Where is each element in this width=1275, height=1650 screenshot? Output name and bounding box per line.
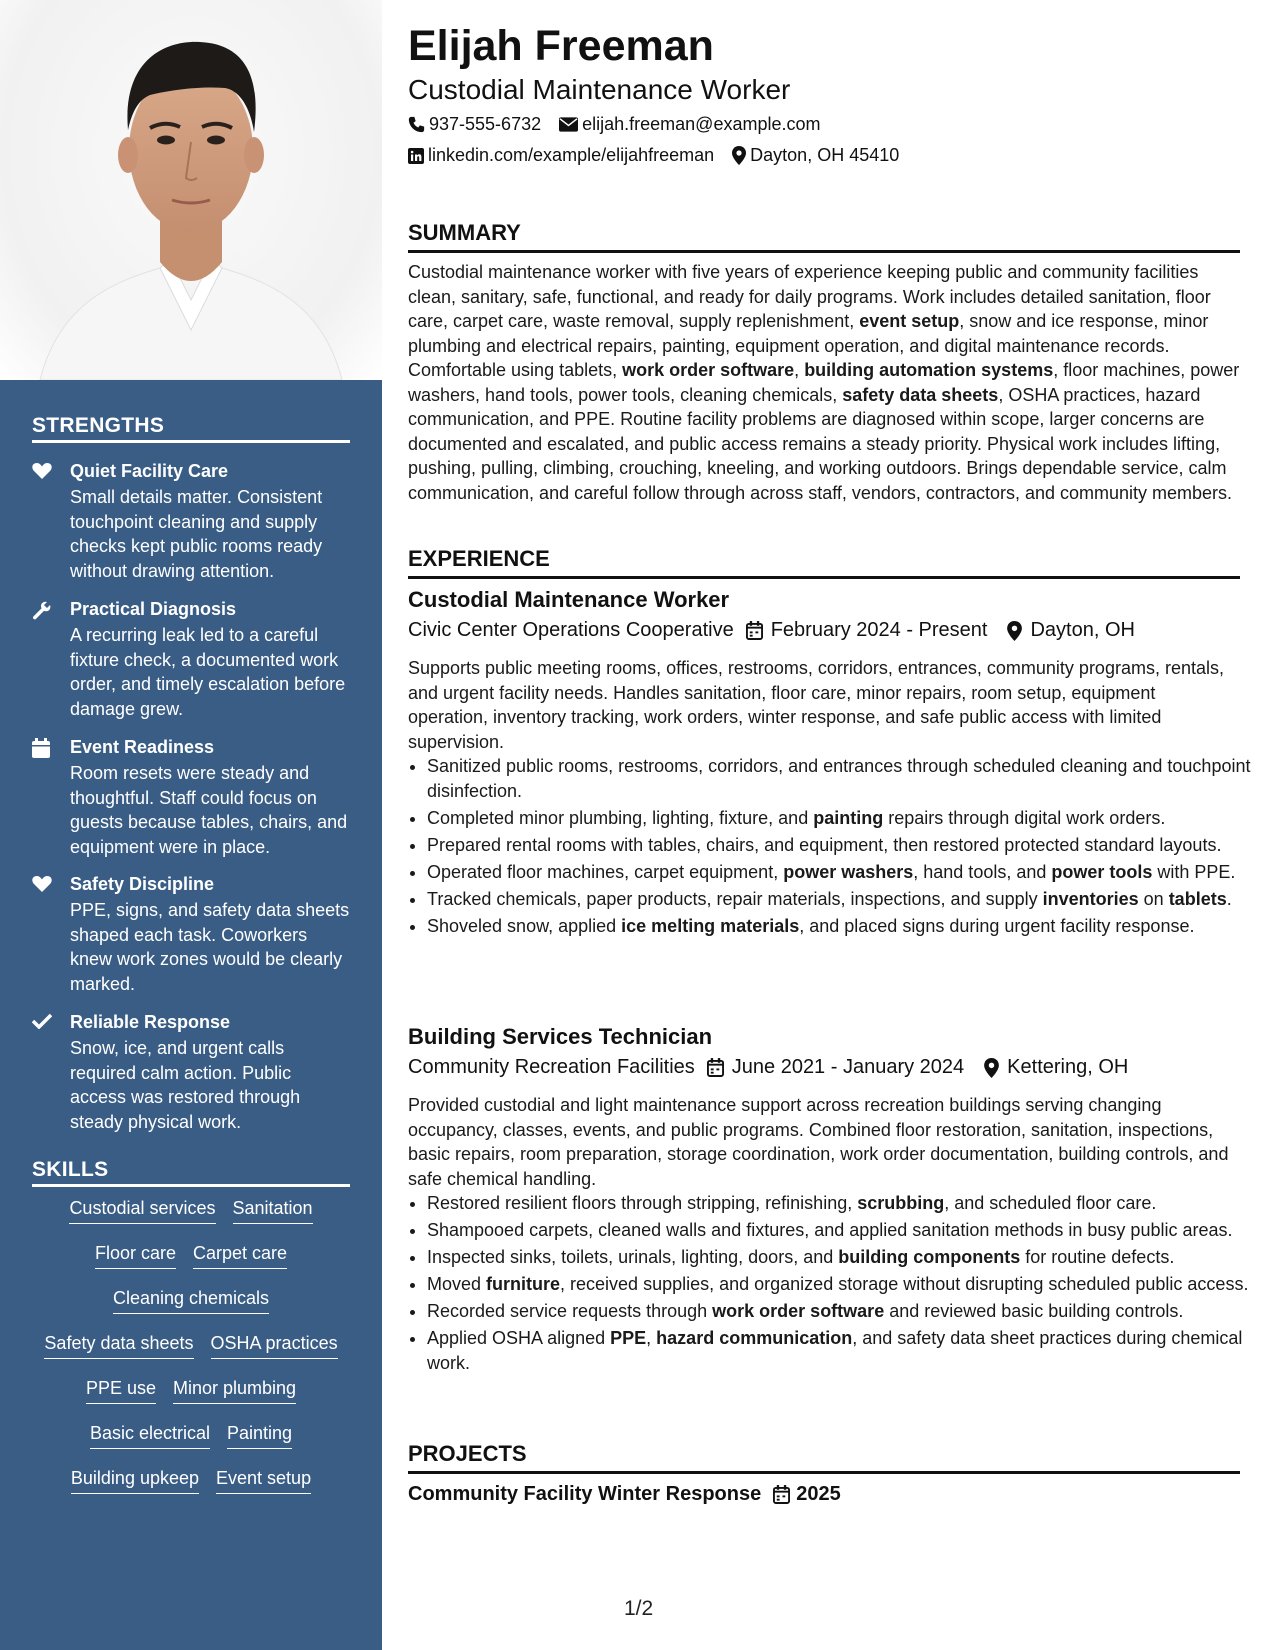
bold-keyword: inventories bbox=[1042, 888, 1139, 909]
strength-title: Practical Diagnosis bbox=[70, 599, 237, 619]
bold-keyword: PPE bbox=[610, 1328, 647, 1348]
bold-keyword: furniture bbox=[486, 1274, 561, 1294]
text-segment: , OSHA practices, hazard communication, and PPE. Routine facility problems are diagnosed within scope, larger concerns are documented and escalated, and public access remains a steady priority. Physical work includes lifting, pushing, pulling, climbing, crouching, kneeling, and working outdoors. Brings dependable service, calm communication, and careful follow through across staff, vendors, contractors, and community members. bbox=[408, 384, 1233, 503]
job-dates: February 2024 - Present bbox=[770, 619, 988, 641]
calendar-icon bbox=[707, 1058, 724, 1077]
skill-tag: Building upkeep bbox=[71, 1466, 199, 1494]
bold-keyword: safety data sheets bbox=[842, 384, 999, 405]
job-meta bbox=[408, 1056, 1128, 1079]
text-segment: on bbox=[1138, 888, 1169, 909]
list-item bbox=[427, 754, 1259, 803]
sidebar bbox=[0, 0, 382, 1650]
text-segment: Sanitized public rooms, restrooms, corridors, and entrances through scheduled cleaning and touchpoint disinfection. bbox=[427, 756, 1251, 801]
list-item bbox=[427, 1245, 1259, 1270]
job-location: Kettering, OH bbox=[1007, 1056, 1129, 1078]
job-description: Supports public meeting rooms, offices, restrooms, corridors, entrances, community programs, rentals, and urgent facility needs. Handles sanitation, floor care, minor repairs, room setup, equipment operation, inventory tracking, work orders, winter response, and safe public access with limited supervision. bbox=[408, 658, 1224, 752]
linkedin-icon bbox=[408, 148, 424, 164]
strength-body: A recurring leak led to a careful fixture check, a documented work order, and timely escalation before damage grew. bbox=[70, 625, 346, 719]
summary-heading: SUMMARY bbox=[408, 220, 1240, 253]
phone-text: 937-555-6732 bbox=[429, 114, 542, 134]
text-segment: . bbox=[1226, 888, 1232, 909]
text-segment: Operated floor machines, carpet equipment, bbox=[427, 861, 784, 882]
heart-icon bbox=[32, 875, 54, 897]
skill-tag: OSHA practices bbox=[211, 1331, 338, 1359]
text-segment: and reviewed basic building controls. bbox=[884, 1301, 1184, 1321]
list-item bbox=[427, 833, 1259, 858]
text-segment: , hand tools, and bbox=[913, 861, 1052, 882]
text-segment: Shampooed carpets, cleaned walls and fixtures, and applied sanitation methods in busy public areas. bbox=[427, 1220, 1233, 1240]
skill-row bbox=[30, 1241, 352, 1286]
text-segment: , and placed signs during urgent facility response. bbox=[799, 915, 1195, 936]
skills-list bbox=[30, 1196, 352, 1511]
text-segment: , floor machines, power washers, hand tools, power tools, cleaning chemicals, bbox=[408, 360, 1240, 405]
envelope-icon bbox=[559, 117, 578, 132]
skill-tag: Carpet care bbox=[193, 1241, 287, 1269]
skill-tag: Painting bbox=[227, 1421, 292, 1449]
text-segment: with PPE. bbox=[1152, 861, 1236, 882]
skill-tag: Cleaning chemicals bbox=[113, 1286, 269, 1314]
list-item bbox=[427, 1218, 1259, 1243]
calendar-icon bbox=[746, 621, 763, 640]
strength-title: Reliable Response bbox=[70, 1012, 231, 1032]
text-segment: Shoveled snow, applied bbox=[427, 915, 622, 936]
bold-keyword: work order software bbox=[622, 360, 795, 380]
bold-keyword: building automation systems bbox=[804, 360, 1054, 380]
calendar-icon bbox=[32, 738, 54, 760]
bold-keyword: event setup bbox=[859, 311, 960, 331]
bold-keyword: scrubbing bbox=[857, 1193, 945, 1213]
job-company: Community Recreation Facilities bbox=[408, 1056, 695, 1078]
job-title: Building Services Technician bbox=[408, 1024, 713, 1049]
candidate-title: Custodial Maintenance Worker bbox=[408, 74, 791, 105]
candidate-name: Elijah Freeman bbox=[408, 22, 714, 70]
list-item bbox=[427, 1326, 1259, 1375]
strength-item bbox=[32, 460, 352, 583]
strength-title: Safety Discipline bbox=[70, 874, 215, 894]
text-segment: Completed minor plumbing, lighting, fixture, and bbox=[427, 807, 814, 828]
location-pin-icon bbox=[732, 146, 746, 165]
bold-keyword: tablets bbox=[1168, 888, 1227, 909]
skill-row bbox=[30, 1376, 352, 1421]
list-item bbox=[427, 1191, 1259, 1216]
bold-keyword: power washers bbox=[783, 861, 914, 882]
text-segment: , bbox=[646, 1328, 657, 1348]
bold-keyword: ice melting materials bbox=[621, 915, 800, 936]
text-segment: Prepared rental rooms with tables, chairs, and equipment, then restored protected standard layouts. bbox=[427, 834, 1222, 855]
job-bullets bbox=[408, 754, 1259, 941]
contact-linkedin[interactable] bbox=[408, 145, 714, 166]
skill-row bbox=[30, 1286, 352, 1331]
text-segment: Applied OSHA aligned bbox=[427, 1328, 611, 1348]
contact-location bbox=[732, 145, 899, 166]
project-title-row bbox=[408, 1483, 841, 1506]
list-item bbox=[427, 1299, 1259, 1324]
profile-photo bbox=[0, 0, 382, 380]
page-number: 1/2 bbox=[624, 1597, 654, 1620]
list-item bbox=[427, 1272, 1259, 1297]
job-dates: June 2021 - January 2024 bbox=[731, 1056, 965, 1078]
strength-item bbox=[32, 873, 352, 996]
location-pin-icon bbox=[1007, 621, 1022, 641]
strength-item bbox=[32, 598, 352, 721]
bold-keyword: building components bbox=[838, 1247, 1021, 1267]
skill-row bbox=[30, 1196, 352, 1241]
strengths-heading: STRENGTHS bbox=[32, 414, 350, 443]
skill-row bbox=[30, 1466, 352, 1511]
skill-tag: PPE use bbox=[86, 1376, 156, 1404]
project-year: 2025 bbox=[796, 1483, 841, 1505]
strength-body: Small details matter. Consistent touchpoint cleaning and supply checks kept public rooms ready without drawing attention. bbox=[70, 487, 323, 581]
skill-tag: Minor plumbing bbox=[173, 1376, 296, 1404]
skill-row bbox=[30, 1331, 352, 1376]
skill-tag: Custodial services bbox=[69, 1196, 215, 1224]
text-segment: Restored resilient floors through stripping, refinishing, bbox=[427, 1193, 858, 1213]
text-segment: Custodial maintenance worker with five years of experience keeping public and community facilities clean, sanitary, safe, functional, and ready for daily programs. Work includes detailed sanitation, floor care, carpet care, waste removal, supply replenishment, bbox=[408, 262, 1211, 331]
job-meta bbox=[408, 619, 1135, 642]
contact-row bbox=[408, 145, 917, 166]
heart-icon bbox=[32, 462, 54, 484]
strength-body: Room resets were steady and thoughtful. Staff could focus on guests because tables, chairs, and equipment were in place. bbox=[70, 763, 348, 857]
text-segment: Moved bbox=[427, 1274, 487, 1294]
skills-heading: SKILLS bbox=[32, 1158, 350, 1187]
strength-body: Snow, ice, and urgent calls required calm action. Public access was restored through steady physical work. bbox=[70, 1038, 301, 1132]
text-segment: , bbox=[794, 360, 805, 380]
calendar-icon bbox=[773, 1485, 790, 1504]
text-segment: for routine defects. bbox=[1020, 1247, 1175, 1267]
list-item bbox=[427, 914, 1259, 939]
location-pin-icon bbox=[984, 1058, 999, 1078]
list-item bbox=[427, 887, 1259, 912]
linkedin-text: linkedin.com/example/elijahfreeman bbox=[428, 145, 715, 165]
skill-tag: Sanitation bbox=[233, 1196, 313, 1224]
text-segment: Tracked chemicals, paper products, repair materials, inspections, and supply bbox=[427, 888, 1043, 909]
wrench-icon bbox=[32, 600, 54, 622]
job-location: Dayton, OH bbox=[1030, 619, 1135, 641]
check-icon bbox=[32, 1013, 54, 1035]
skill-tag: Basic electrical bbox=[90, 1421, 210, 1449]
skill-tag: Safety data sheets bbox=[44, 1331, 193, 1359]
bold-keyword: painting bbox=[813, 807, 884, 828]
strength-title: Quiet Facility Care bbox=[70, 461, 229, 481]
skill-row bbox=[30, 1421, 352, 1466]
job-bullets bbox=[408, 1191, 1259, 1378]
skill-tag: Floor care bbox=[95, 1241, 176, 1269]
strength-item bbox=[32, 1011, 352, 1134]
projects-heading: PROJECTS bbox=[408, 1441, 1240, 1474]
job-title: Custodial Maintenance Worker bbox=[408, 587, 730, 612]
bold-keyword: hazard communication bbox=[656, 1328, 853, 1348]
text-segment: Recorded service requests through bbox=[427, 1301, 713, 1321]
phone-icon bbox=[408, 116, 425, 133]
strength-title: Event Readiness bbox=[70, 737, 215, 757]
text-segment: , received supplies, and organized storage without disrupting scheduled public access. bbox=[560, 1274, 1249, 1294]
list-item bbox=[427, 806, 1259, 831]
bold-keyword: work order software bbox=[712, 1301, 885, 1321]
job-company: Civic Center Operations Cooperative bbox=[408, 619, 734, 641]
location-text: Dayton, OH 45410 bbox=[750, 145, 900, 165]
summary-text bbox=[408, 260, 1240, 505]
experience-heading: EXPERIENCE bbox=[408, 546, 1240, 579]
text-segment: , snow and ice response, minor plumbing and electrical repairs, painting, equipment operation, and digital maintenance records. Comfortable using tablets, bbox=[408, 311, 1209, 380]
text-segment: repairs through digital work orders. bbox=[883, 807, 1166, 828]
skill-tag: Event setup bbox=[216, 1466, 311, 1494]
contact-phone[interactable] bbox=[408, 114, 541, 135]
strength-item bbox=[32, 736, 352, 859]
contact-row bbox=[408, 114, 839, 135]
project-title: Community Facility Winter Response bbox=[408, 1483, 762, 1505]
bold-keyword: power tools bbox=[1051, 861, 1153, 882]
list-item bbox=[427, 860, 1259, 885]
strength-body: PPE, signs, and safety data sheets shaped each task. Coworkers knew work zones would be clearly marked. bbox=[70, 900, 350, 994]
text-segment: , and safety data sheet practices during chemical work. bbox=[427, 1328, 1243, 1373]
contact-email[interactable] bbox=[559, 114, 820, 135]
text-segment: , and scheduled floor care. bbox=[944, 1193, 1157, 1213]
job-description: Provided custodial and light maintenance support across recreation buildings serving changing occupancy, classes, events, and public programs. Combined floor restoration, sanitation, inspections, basic repairs, room preparation, storage coordination, work order documentation, building controls, and safe chemical handling. bbox=[408, 1095, 1229, 1189]
text-segment: Inspected sinks, toilets, urinals, lighting, doors, and bbox=[427, 1247, 839, 1267]
email-text: elijah.freeman@example.com bbox=[582, 114, 821, 134]
